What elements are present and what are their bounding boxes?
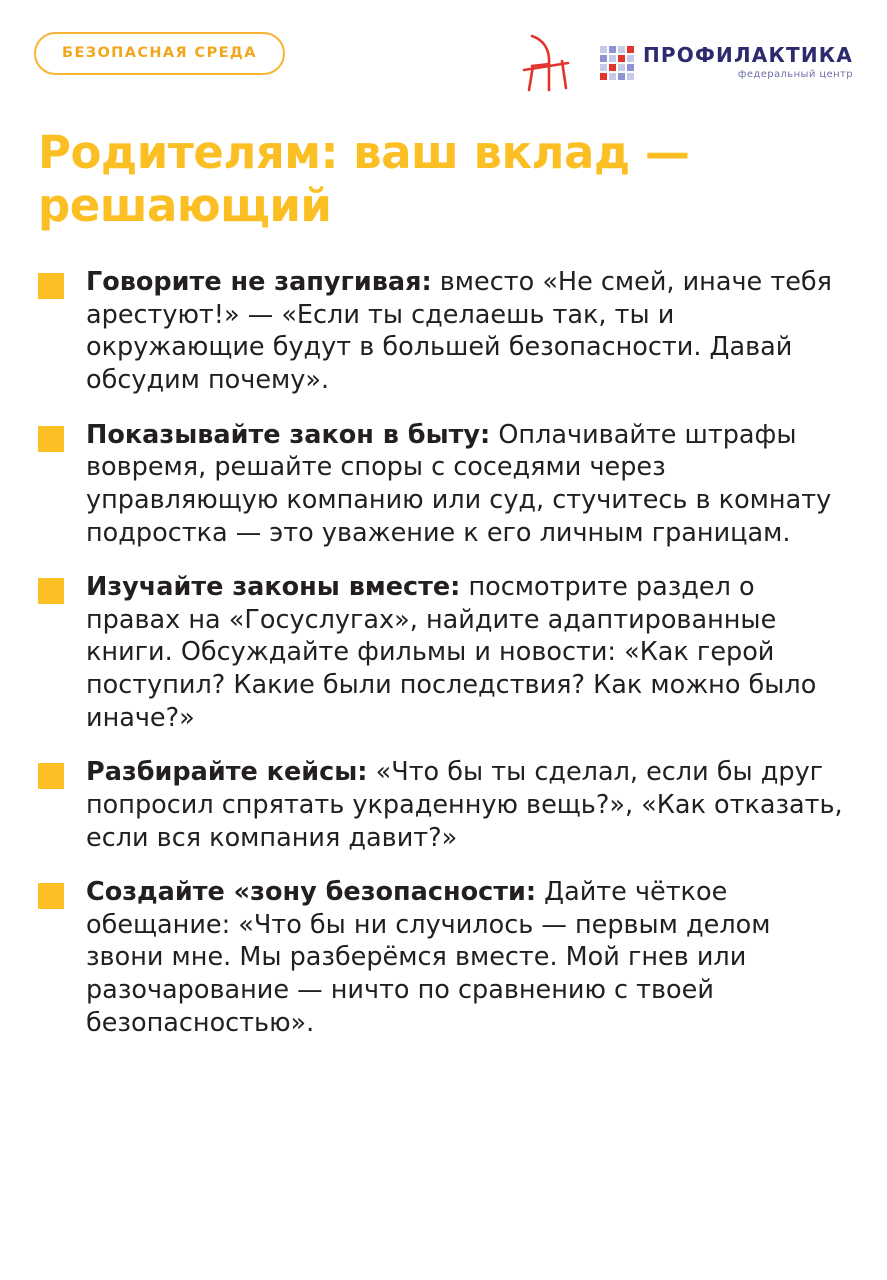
brand-text bbox=[643, 44, 853, 80]
brand-subtitle: федеральный центр bbox=[737, 69, 853, 80]
bullet-icon bbox=[38, 578, 64, 604]
list-item bbox=[38, 419, 845, 550]
list-item bbox=[38, 571, 845, 734]
bullet-icon bbox=[38, 426, 64, 452]
brand-logo bbox=[600, 44, 853, 80]
list-item bbox=[38, 756, 845, 854]
list-item-lead: Изучайте законы вместе: bbox=[86, 572, 461, 603]
list-item-text bbox=[86, 571, 845, 734]
bullet-icon bbox=[38, 273, 64, 299]
list-item-body: Дайте чёткое обещание: «Что бы ни случилось — первым делом звони мне. Мы разберёмся вместе. Мой гнев или разочарование — ничто по сравнению с твоей безопасностью». bbox=[86, 877, 771, 1038]
list-item bbox=[38, 876, 845, 1039]
bullet-icon bbox=[38, 883, 64, 909]
list-item-lead: Создайте «зону безопасности: bbox=[86, 877, 537, 908]
list-item-text bbox=[86, 266, 845, 397]
list-item bbox=[38, 266, 845, 397]
list-item-text bbox=[86, 419, 845, 550]
list-item-lead: Говорите не запугивая: bbox=[86, 267, 432, 298]
list-item-body: Оплачивайте штрафы вовремя, решайте споры с соседями через управляющую компанию или суд, стучитесь в комнату подростка — это уважение к его личным границам. bbox=[86, 419, 832, 548]
list-item-text bbox=[86, 756, 845, 854]
brand-mark-icon bbox=[600, 46, 634, 80]
status-badge: БЕЗОПАСНАЯ СРЕДА bbox=[34, 32, 285, 75]
bullet-icon bbox=[38, 763, 64, 789]
brand-title: ПРОФИЛАКТИКА bbox=[642, 43, 853, 67]
tips-list bbox=[34, 266, 853, 1039]
list-item-body: вместо «Не смей, иначе тебя арестуют!» — «Если ты сделаешь так, ты и окружающие будут в большей безопасности. Давай обсудим почему». bbox=[86, 267, 832, 396]
list-item-lead: Разбирайте кейсы: bbox=[86, 757, 368, 788]
list-item-body: посмотрите раздел о правах на «Госуслугах», найдите адаптированные книги. Обсуждайте фильмы и новости: «Как герой поступил? Какие были последствия? Как можно было иначе?» bbox=[86, 572, 817, 733]
list-item-body: «Что бы ты сделал, если бы друг попросил спрятать украденную вещь?», «Как отказать, если вся компания давит?» bbox=[86, 757, 843, 853]
page-title: Родителям: ваш вклад — решающий bbox=[38, 126, 690, 233]
chair-icon bbox=[516, 30, 578, 94]
list-item-text bbox=[86, 876, 845, 1039]
page-header bbox=[34, 28, 853, 112]
list-item-lead: Показывайте закон в быту: bbox=[86, 419, 491, 450]
logo-group bbox=[516, 30, 853, 94]
